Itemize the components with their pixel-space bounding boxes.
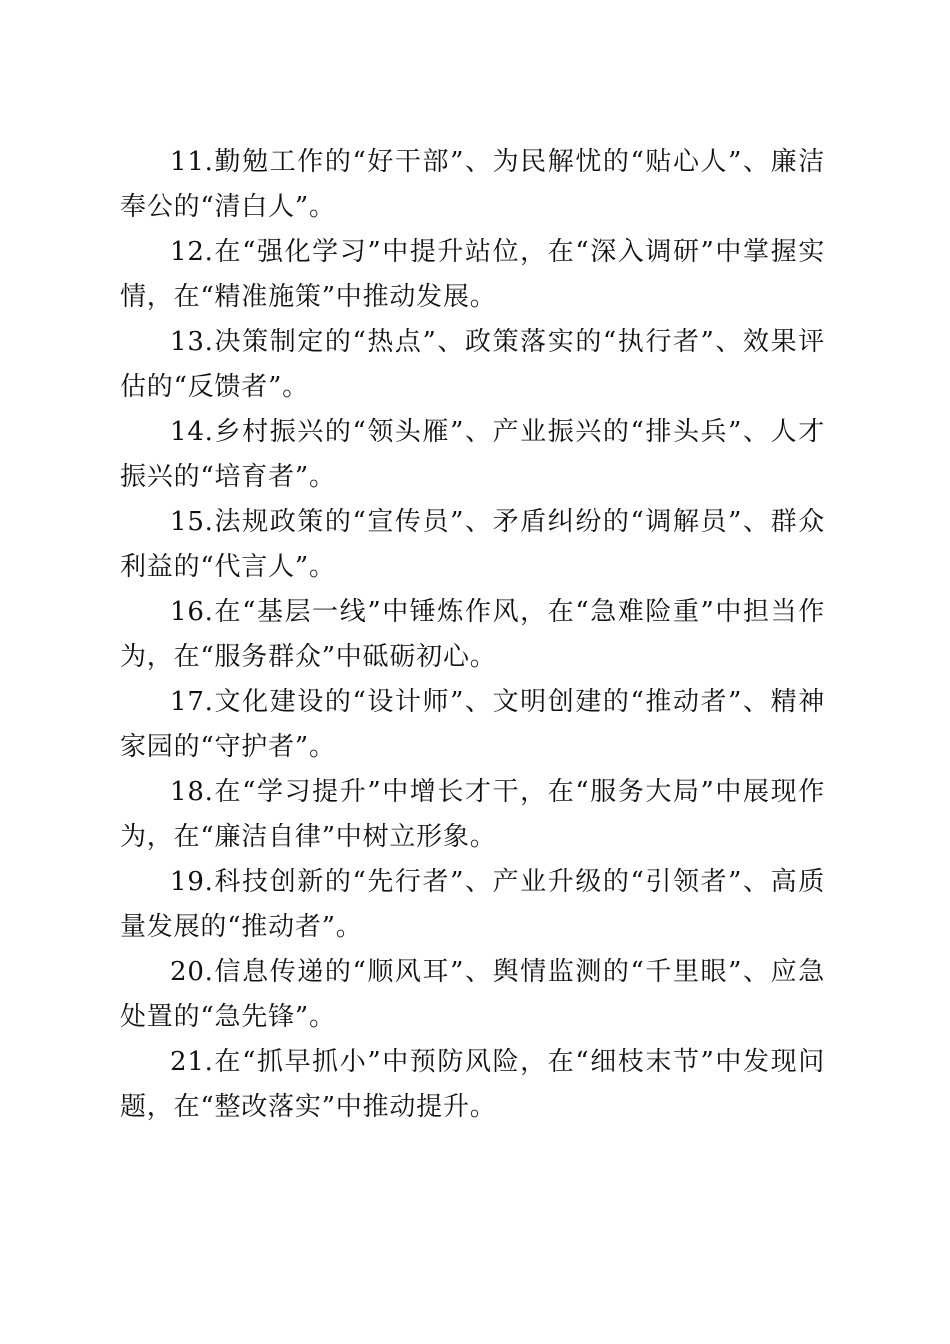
list-item-19: 19.科技创新的“先行者”、产业升级的“引领者”、高质量发展的“推动者”。 <box>120 867 825 942</box>
list-item-16: 16.在“基层一线”中锤炼作风，在“急难险重”中担当作为，在“服务群众”中砥砺初心。 <box>120 597 825 672</box>
list-item-11: 11.勤勉工作的“好干部”、为民解忧的“贴心人”、廉洁奉公的“清白人”。 <box>120 147 825 222</box>
document-body <box>120 140 825 1130</box>
list-item-12: 12.在“强化学习”中提升站位，在“深入调研”中掌握实情，在“精准施策”中推动发展。 <box>120 237 825 312</box>
list-item-20: 20.信息传递的“顺风耳”、舆情监测的“千里眼”、应急处置的“急先锋”。 <box>120 957 825 1032</box>
list-item-21: 21.在“抓早抓小”中预防风险，在“细枝末节”中发现问题，在“整改落实”中推动提升。 <box>120 1047 825 1122</box>
list-item-13: 13.决策制定的“热点”、政策落实的“执行者”、效果评估的“反馈者”。 <box>120 327 825 402</box>
list-item-15: 15.法规政策的“宣传员”、矛盾纠纷的“调解员”、群众利益的“代言人”。 <box>120 507 825 582</box>
list-item-18: 18.在“学习提升”中增长才干，在“服务大局”中展现作为，在“廉洁自律”中树立形象。 <box>120 777 825 852</box>
list-item-14: 14.乡村振兴的“领头雁”、产业振兴的“排头兵”、人才振兴的“培育者”。 <box>120 417 825 492</box>
list-item-17: 17.文化建设的“设计师”、文明创建的“推动者”、精神家园的“守护者”。 <box>120 687 825 762</box>
